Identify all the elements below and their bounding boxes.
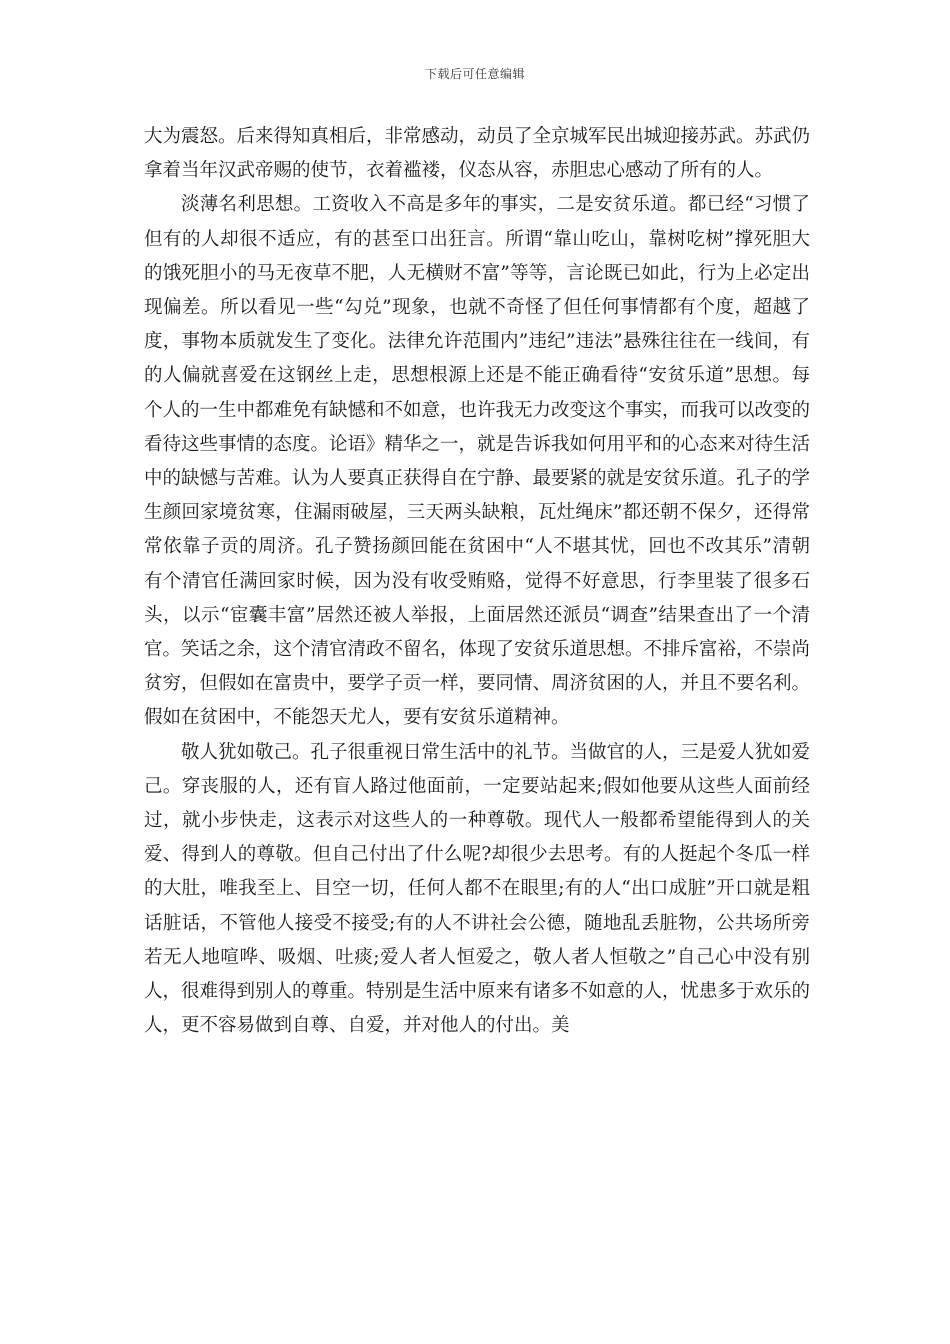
paragraph-2: 淡薄名利思想。工资收入不高是多年的事实，二是安贫乐道。都已经“习惯了但有的人却很不适应，有的甚至口出狂言。所谓“靠山吃山，靠树吃树”撑死胆大的饿死胆小的马无夜草不肥，人无横财不富”等等，言论既已如此，行为上必定出现偏差。所以看见一些“勾兑”现象，也就不奇怪了但任何事情都有个度，超越了度，事物本质就发生了变化。法律允许范围内”违纪”违法”悬殊往往在一线间，有的人偏就喜爱在这钢丝上走，思想根源上还是不能正确看待“安贫乐道”思想。每个人的一生中都难免有缺憾和不如意，也许我无力改变这个事实，而我可以改变的看待这些事情的态度。论语》精华之一，就是告诉我如何用平和的心态来对待生活中的缺憾与苦难。认为人要真正获得自在宁静、最要紧的就是安贫乐道。孔子的学生颜回家境贫寒，住漏雨破屋，三天两头缺粮，瓦灶绳床”都还朝不保夕，还得常常依靠子贡的周济。孔子赞扬颜回能在贫困中“人不堪其忧，回也不改其乐”清朝有个清官任满回家时候，因为没有收受贿赂，觉得不好意思，行李里装了很多石头，以示“宦囊丰富”居然还被人举报，上面居然还派员“调查”结果查出了一个清官。笑话之余，这个清官清政不留名，体现了安贫乐道思想。不排斥富裕，不崇尚贫穷，但假如在富贵中，要学子贡一样，要同情、周济贫困的人，并且不要名利。假如在贫困中，不能怨天尤人，要有安贫乐道精神。 (144, 194, 811, 729)
paragraph-3: 敬人犹如敬己。孔子很重视日常生活中的礼节。当做官的人，三是爱人犹如爱己。穿丧服的人，还有盲人路过他面前，一定要站起来;假如他要从这些人面前经过，就小步快走，这表示对这些人的一种尊敬。现代人一般都希望能得到人的关爱、得到人的尊敬。但自己付出了什么呢?却很少去思考。有的人挺起个冬瓜一样的大肚，唯我至上、目空一切，任何人都不在眼里;有的人“出口成脏”开口就是粗话脏话，不管他人接受不接受;有的人不讲社会公德，随地乱丢脏物，公共场所旁若无人地喧哗、吸烟、吐痰;爱人者人恒爱之，敬人者人恒敬之”自己心中没有别人，很难得到别人的尊重。特别是生活中原来有诸多不如意的人，忧患多于欢乐的人，更不容易做到自尊、自爱，并对他人的付出。美 (144, 741, 811, 1037)
document-body (144, 120, 810, 1043)
page-header: 下载后可任意编辑 (424, 67, 525, 81)
paragraph-1: 大为震怒。后来得知真相后，非常感动，动员了全京城军民出城迎接苏武。苏武仍拿着当年汉武帝赐的使节，衣着褴褛，仪态从容，赤胆忠心感动了所有的人。 (144, 126, 811, 182)
